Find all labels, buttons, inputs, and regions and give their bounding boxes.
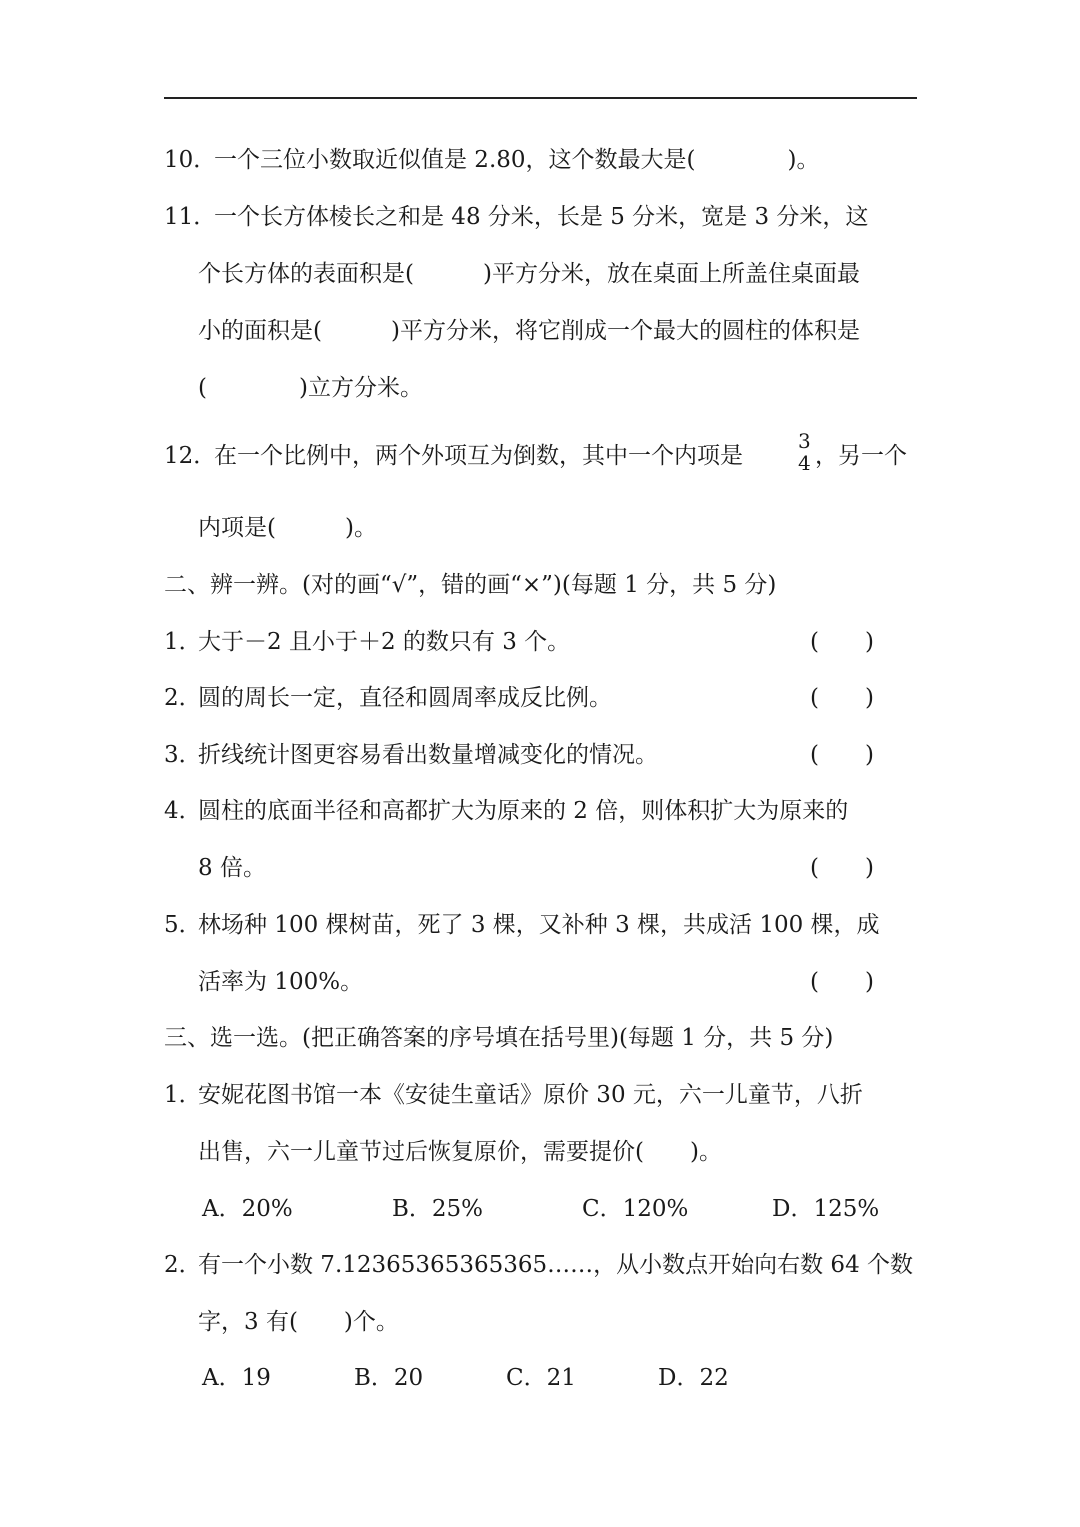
- question-text: 一个长方体棱长之和是 48 分米，长是 5 分米，宽是 3 分米，这: [214, 204, 869, 230]
- answer-parentheses[interactable]: ( ): [810, 685, 874, 711]
- option-b[interactable]: B．20: [354, 1365, 424, 1391]
- question-text: 出售，六一儿童节过后恢复原价，需要提价( )。: [198, 1139, 722, 1165]
- question-text: 有一个小数 7.12365365365365……，从小数点开始向右数 64 个数: [198, 1252, 914, 1278]
- item-number: 5．: [164, 912, 202, 938]
- question-number: 10．: [164, 147, 217, 173]
- option-a[interactable]: A．19: [202, 1365, 271, 1391]
- question-text: 小的面积是( )平方分米，将它削成一个最大的圆柱的体积是: [198, 318, 860, 344]
- answer-parentheses[interactable]: ( ): [810, 969, 874, 995]
- option-b[interactable]: B．25%: [392, 1196, 484, 1222]
- answer-parentheses[interactable]: ( ): [810, 629, 874, 655]
- item-text: 8 倍。: [198, 855, 266, 881]
- fraction-three-quarters: [798, 430, 811, 474]
- item-text: 圆的周长一定，直径和圆周率成反比例。: [198, 685, 612, 711]
- option-d[interactable]: D．125%: [772, 1196, 880, 1222]
- question-text: ( )立方分米。: [198, 375, 423, 401]
- item-text: 折线统计图更容易看出数量增减变化的情况。: [198, 742, 658, 768]
- item-number: 3．: [164, 742, 202, 768]
- question-text: ，另一个: [815, 443, 907, 469]
- item-number: 1．: [164, 629, 202, 655]
- header-rule: [164, 97, 917, 99]
- option-c[interactable]: C．21: [506, 1365, 576, 1391]
- item-number: 2．: [164, 685, 202, 711]
- option-c[interactable]: C．120%: [582, 1196, 689, 1222]
- question-text: 内项是( )。: [198, 515, 377, 541]
- option-d[interactable]: D．22: [658, 1365, 729, 1391]
- question-number: 2．: [164, 1252, 202, 1278]
- item-text: 林场种 100 棵树苗，死了 3 棵，又补种 3 棵，共成活 100 棵，成: [198, 912, 880, 938]
- question-number: 11．: [164, 204, 217, 230]
- fraction-denominator: 4: [798, 451, 811, 475]
- question-number: 1．: [164, 1082, 202, 1108]
- item-text: 圆柱的底面半径和高都扩大为原来的 2 倍，则体积扩大为原来的: [198, 798, 849, 824]
- answer-parentheses[interactable]: ( ): [810, 742, 874, 768]
- fraction-numerator: 3: [798, 429, 811, 453]
- answer-parentheses[interactable]: ( ): [810, 855, 874, 881]
- item-number: 4．: [164, 798, 202, 824]
- question-text: 一个三位小数取近似值是 2.80，这个数最大是( )。: [214, 147, 820, 173]
- question-text: 字，3 有( )个。: [198, 1309, 399, 1335]
- question-text: 在一个比例中，两个外项互为倒数，其中一个内项是: [214, 443, 743, 469]
- option-a[interactable]: A．20%: [202, 1196, 293, 1222]
- question-number: 12．: [164, 443, 217, 469]
- item-text: 大于－2 且小于＋2 的数只有 3 个。: [198, 629, 571, 655]
- question-text: 个长方体的表面积是( )平方分米，放在桌面上所盖住桌面最: [198, 261, 860, 287]
- item-text: 活率为 100%。: [198, 969, 364, 995]
- question-text: 安妮花图书馆一本《安徒生童话》原价 30 元，六一儿童节，八折: [198, 1082, 863, 1108]
